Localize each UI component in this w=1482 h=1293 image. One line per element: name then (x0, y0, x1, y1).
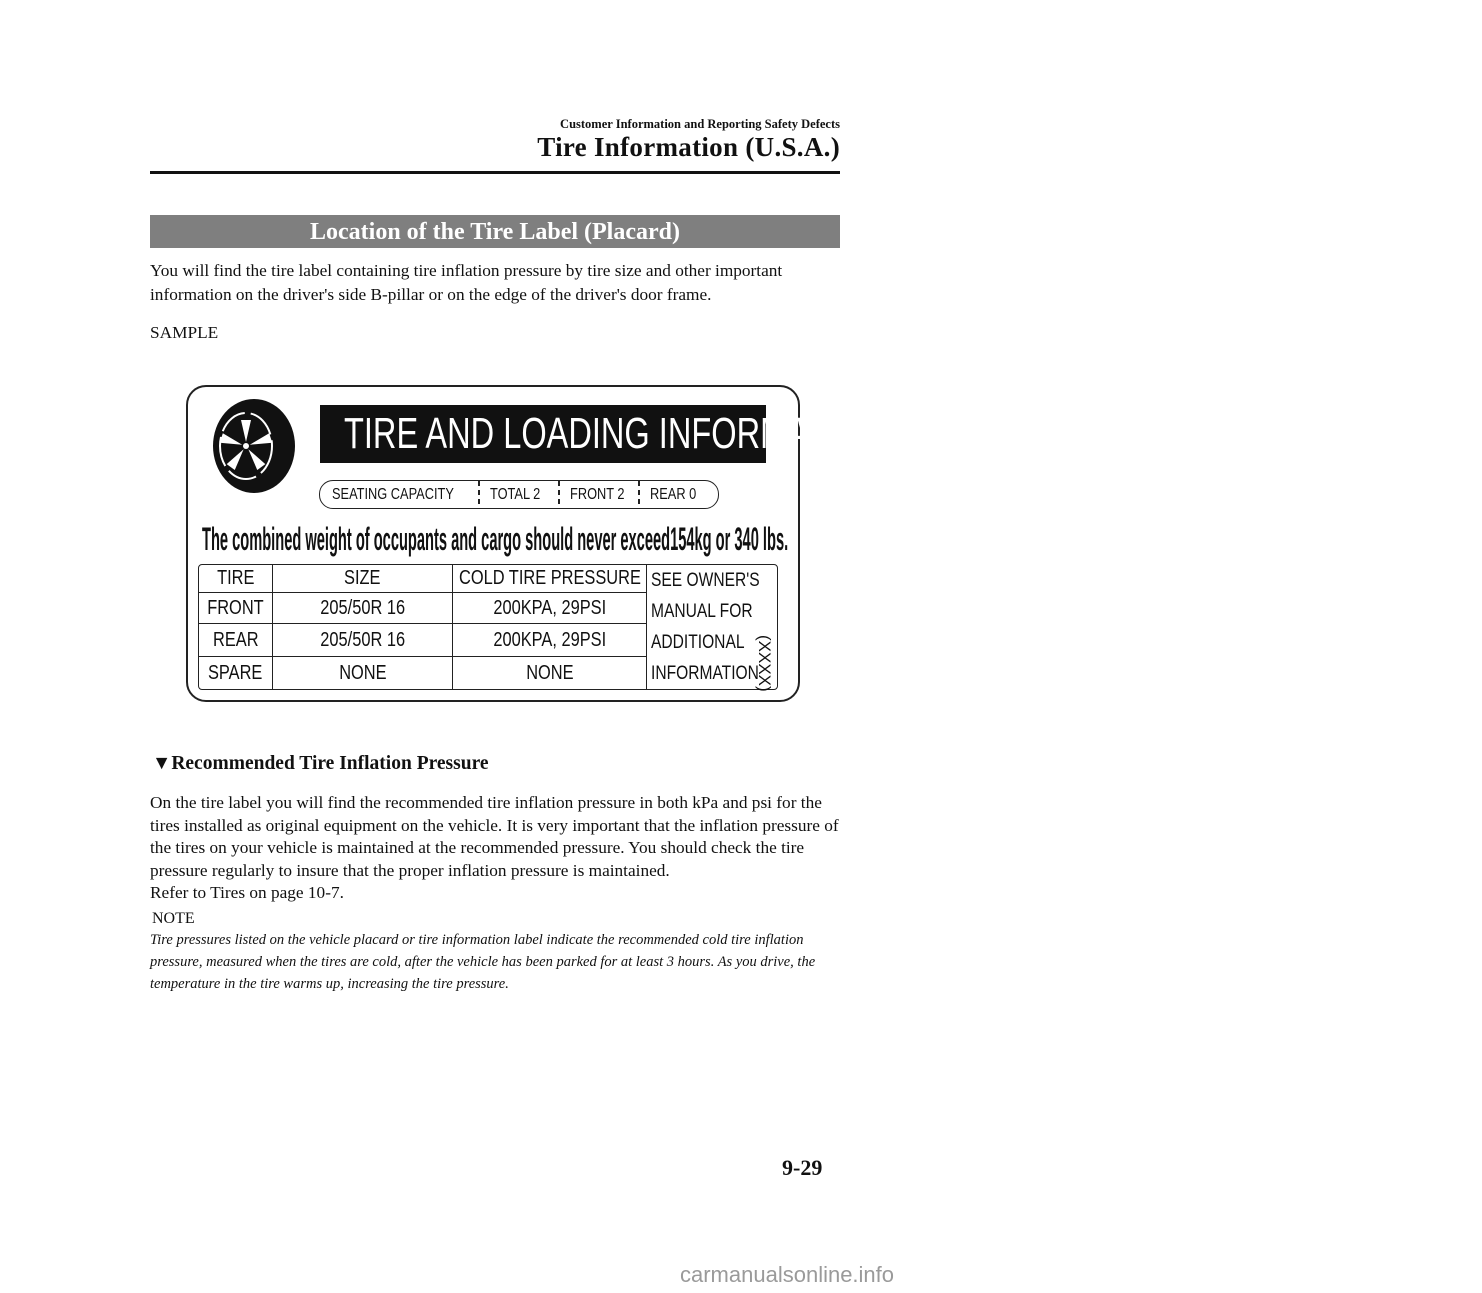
page-title: Tire Information (U.S.A.) (537, 132, 840, 162)
page-number: 9-29 (782, 1155, 823, 1180)
note-heading: NOTE (152, 909, 195, 927)
triangle-marker-icon: ▼ (152, 753, 172, 774)
table-row-rear-size: 205/50R 16 (273, 624, 453, 657)
subsection-body: On the tire label you will find the recommended tire inflation pressure in both kPa and psi for the tires installed as original equipment on the vehicle. It is very important that the inflation pressure of the tires on your vehicle is maintained at the recommended pressure. You should check the tire pressure regularly to insure that the proper inflation pressure is maintained. (150, 793, 839, 880)
note-line: SEE OWNER'S (651, 569, 760, 591)
divider (558, 481, 560, 509)
placard-title-text: TIRE AND LOADING INFORMATION (344, 409, 885, 458)
header-pressure: COLD TIRE PRESSURE (453, 565, 647, 593)
weight-limit-text: The combined weight of occupants and cargo should never exceed154kg or 340 lbs. (202, 521, 789, 557)
tire-table (198, 564, 778, 690)
table-row-spare-pressure: NONE (453, 657, 647, 689)
table-row-spare-tire: SPARE (199, 657, 273, 689)
section-header: Customer Information and Reporting Safety Defects (560, 117, 840, 131)
seating-total: TOTAL 2 (490, 486, 541, 503)
placard-code: (XXXX) (755, 635, 774, 692)
note-text: Tire pressures listed on the vehicle placard or tire information label indicate the recommended cold tire inflation pressure, measured when the tires are cold, after the vehicle has been parked for at least 3 hours. As you drive, the temperature in the tire warms up, increasing the tire pressure. (150, 931, 816, 992)
seating-rear: REAR 0 (650, 486, 697, 503)
tire-icon (212, 398, 296, 494)
note-line: ADDITIONAL (651, 631, 745, 653)
tire-placard (186, 385, 885, 702)
watermark: carmanualsonline.info (680, 1262, 895, 1287)
seating-front: FRONT 2 (570, 486, 625, 503)
header-tire: TIRE (199, 565, 273, 593)
intro-paragraph: You will find the tire label containing tire inflation pressure by tire size and other important information on the driver's side B-pillar or on the edge of the driver's door frame. (150, 261, 783, 304)
seating-capacity (319, 480, 719, 509)
page-reference-link[interactable]: Refer to Tires on page 10-7. (150, 883, 344, 902)
header-rule (150, 171, 840, 174)
weight-limit (202, 519, 792, 559)
table-row-front-pressure: 200KPA, 29PSI (453, 593, 647, 624)
seating-label: SEATING CAPACITY (332, 486, 454, 503)
note-line: MANUAL FOR (651, 600, 753, 622)
table-row-front-tire: FRONT (199, 593, 273, 624)
sample-label: SAMPLE (150, 323, 219, 342)
divider (638, 481, 640, 509)
table-row-front-size: 205/50R 16 (273, 593, 453, 624)
table-row-rear-tire: REAR (199, 624, 273, 657)
table-row-spare-size: NONE (273, 657, 453, 689)
section-banner: Location of the Tire Label (Placard) (150, 215, 840, 248)
table-row-rear-pressure: 200KPA, 29PSI (453, 624, 647, 657)
subsection-heading (152, 753, 489, 775)
subsection-title: Recommended Tire Inflation Pressure (171, 753, 489, 774)
placard-title (320, 405, 885, 463)
divider (478, 481, 480, 509)
header-size: SIZE (273, 565, 453, 593)
note-line: INFORMATION (651, 662, 759, 684)
subsection-content (150, 792, 850, 995)
